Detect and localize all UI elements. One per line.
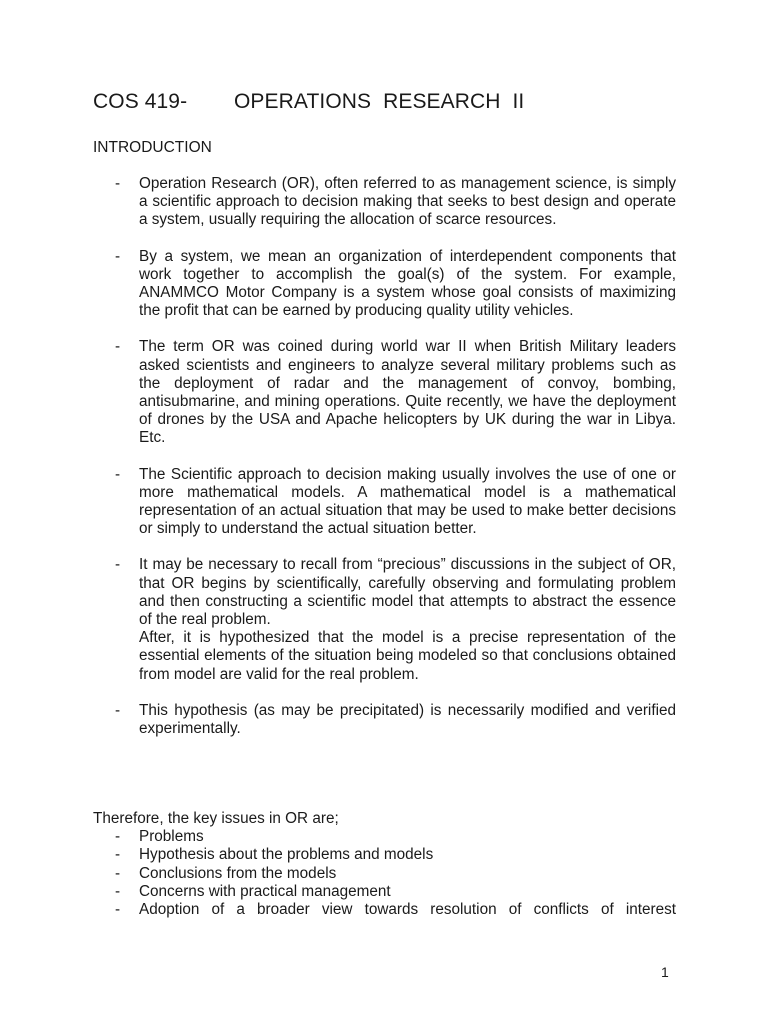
bullet-dash: - — [115, 175, 121, 192]
course-code: COS 419- — [93, 90, 188, 113]
key-issue-item — [93, 901, 676, 919]
key-issue-text: Concerns with practical management — [139, 882, 391, 900]
bullet-item — [93, 338, 676, 447]
course-name: OPERATIONS RESEARCH II — [234, 90, 525, 113]
bullet-item — [93, 248, 676, 321]
bullet-dash: - — [115, 338, 121, 356]
key-issues-intro: Therefore, the key issues in OR are; — [93, 810, 339, 827]
bullet-dash: - — [115, 828, 121, 846]
bullet-dash: - — [115, 556, 121, 574]
bullet-paragraph: This hypothesis (as may be precipitated) is necessarily modified and verified experimentally. — [139, 701, 676, 738]
key-issues-list — [93, 828, 676, 919]
document-title — [93, 88, 524, 116]
bullet-paragraph: By a system, we mean an organization of interdependent components that work together to accomplish the goal(s) of the system. For example, ANAMMCO Motor Company is a system whose goal consists of maximizing the profit that can be earned by producing quality utility vehicles. — [139, 247, 676, 320]
bullet-dash: - — [115, 846, 121, 864]
key-issue-item — [93, 828, 676, 846]
bullet-dash: - — [115, 465, 121, 483]
key-issue-item — [93, 883, 676, 901]
bullet-dash: - — [115, 901, 121, 919]
bullet-paragraph: After, it is hypothesized that the model is a precise representation of the essential elements of the situation being modeled so that conclusions obtained from model are valid for the real problem. — [139, 629, 676, 683]
introduction-bullet-list — [93, 175, 676, 756]
key-issue-item — [93, 846, 676, 864]
page-number: 1 — [661, 964, 669, 980]
key-issue-text: Hypothesis about the problems and models — [139, 846, 434, 864]
key-issue-text: Adoption of a broader view towards resolution of conflicts of interest — [139, 901, 676, 919]
bullet-dash: - — [115, 247, 121, 265]
bullet-dash: - — [115, 882, 121, 900]
key-issue-item — [93, 865, 676, 883]
bullet-item — [93, 556, 676, 683]
key-issue-text: Conclusions from the models — [139, 864, 337, 882]
section-heading-introduction: INTRODUCTION — [93, 139, 212, 156]
bullet-dash: - — [115, 864, 121, 882]
bullet-paragraph: It may be necessary to recall from “precious” discussions in the subject of OR, that OR begins by scientifically, carefully observing and formulating problem and then constructing a scientific model that attempts to abstract the essence of the real problem. — [139, 556, 676, 629]
bullet-paragraph: The term OR was coined during world war II when British Military leaders asked scientists and engineers to analyze several military problems such as the deployment of radar and the management of convoy, bombing, antisubmarine, and mining operations. Quite recently, we have the deployment of drones by the USA and Apache helicopters by UK during the war in Libya. Etc. — [139, 338, 676, 447]
bullet-paragraph: Operation Research (OR), often referred to as management science, is simply a scientific approach to decision making that seeks to best design and operate a system, usually requiring the allocation of scarce resources. — [139, 175, 676, 229]
bullet-paragraph: The Scientific approach to decision making usually involves the use of one or more mathematical models. A mathematical model is a mathematical representation of an actual situation that may be used to make better decisions or simply to understand the actual situation better. — [139, 465, 676, 538]
key-issues-section — [93, 810, 676, 919]
bullet-dash: - — [115, 701, 121, 719]
key-issue-text: Problems — [139, 828, 204, 846]
bullet-item — [93, 175, 676, 230]
bullet-item — [93, 702, 676, 738]
bullet-item — [93, 466, 676, 539]
